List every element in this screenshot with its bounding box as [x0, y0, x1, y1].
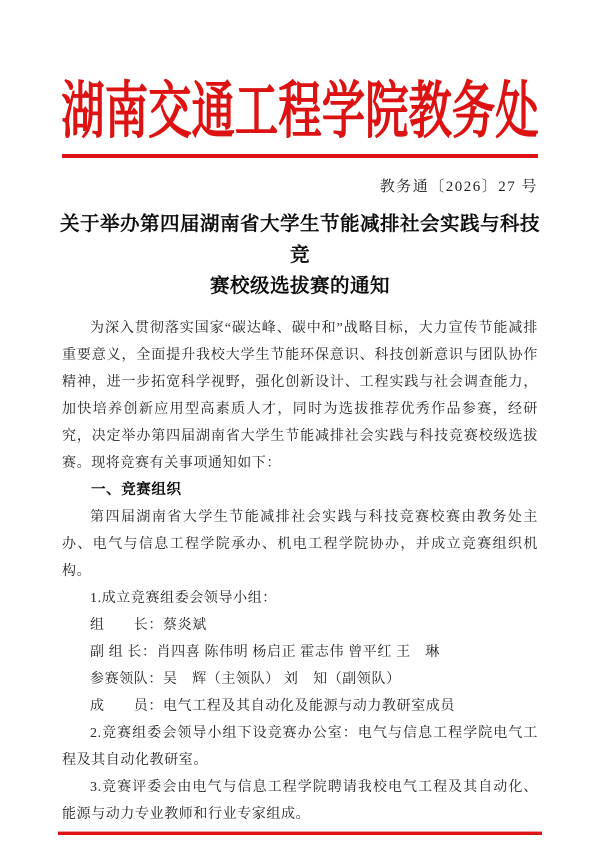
- roster-line-team-leads: 参赛领队：吴 辉（主领队） 刘 知（副领队）: [90, 672, 401, 687]
- section-paragraph: 第四届湖南省大学生节能减排社会实践与科技竞赛校赛由教务处主办、电气与信息工程学院承办、机电工程学院协办，并成立竞赛组织机构。: [62, 510, 538, 579]
- notice-body: [62, 315, 538, 828]
- intro-paragraph: 为深入贯彻落实国家“碳达峰、碳中和”战略目标，大力宣传节能减排重要意义，全面提升我校大学生节能环保意识、科技创新意识与团队协作精神，进一步拓宽科学视野，强化创新设计、工程实践与社会调查能力，加快培养创新应用型高素质人才，同时为选拔推荐优秀作品参赛，经研究，决定举办第四届湖南省大学生节能减排社会实践与科技竞赛校级选拔赛。现将竞赛有关事项通知如下：: [62, 321, 538, 471]
- masthead-title: 湖南交通工程学院教务处: [61, 78, 539, 146]
- list-item-2: 2.竞赛组委会领导小组下设竞赛办公室：电气与信息工程学院电气工程及其自动化教研室。: [62, 726, 538, 768]
- list-item-1: 1.成立竞赛组委会领导小组：: [90, 591, 277, 606]
- notice-title-line2: 赛校级选拔赛的通知: [209, 276, 390, 297]
- footer-rule: [58, 831, 542, 835]
- list-item-3: 3.竞赛评委会由电气与信息工程学院聘请我校电气工程及其自动化、能源与动力专业教师和行业专家组成。: [62, 780, 538, 822]
- notice-title-line1: 关于举办第四届湖南省大学生节能减排社会实践与科技竞: [59, 214, 540, 266]
- section-heading-competition-organization: 一、竞赛组织: [91, 482, 182, 498]
- masthead-double-rule: [62, 154, 538, 158]
- masthead: [0, 0, 600, 150]
- roster-line-deputy-leaders: 副 组 长：肖四喜 陈伟明 杨启正 霍志伟 曾平红 王 琳: [90, 645, 440, 660]
- roster-line-leader: 组 长：蔡炎斌: [90, 618, 207, 633]
- doc-number: 教务通〔2026〕27 号: [379, 179, 538, 195]
- notice-title: [55, 209, 545, 302]
- roster-line-members: 成 员：电气工程及其自动化及能源与动力教研室成员: [90, 699, 455, 714]
